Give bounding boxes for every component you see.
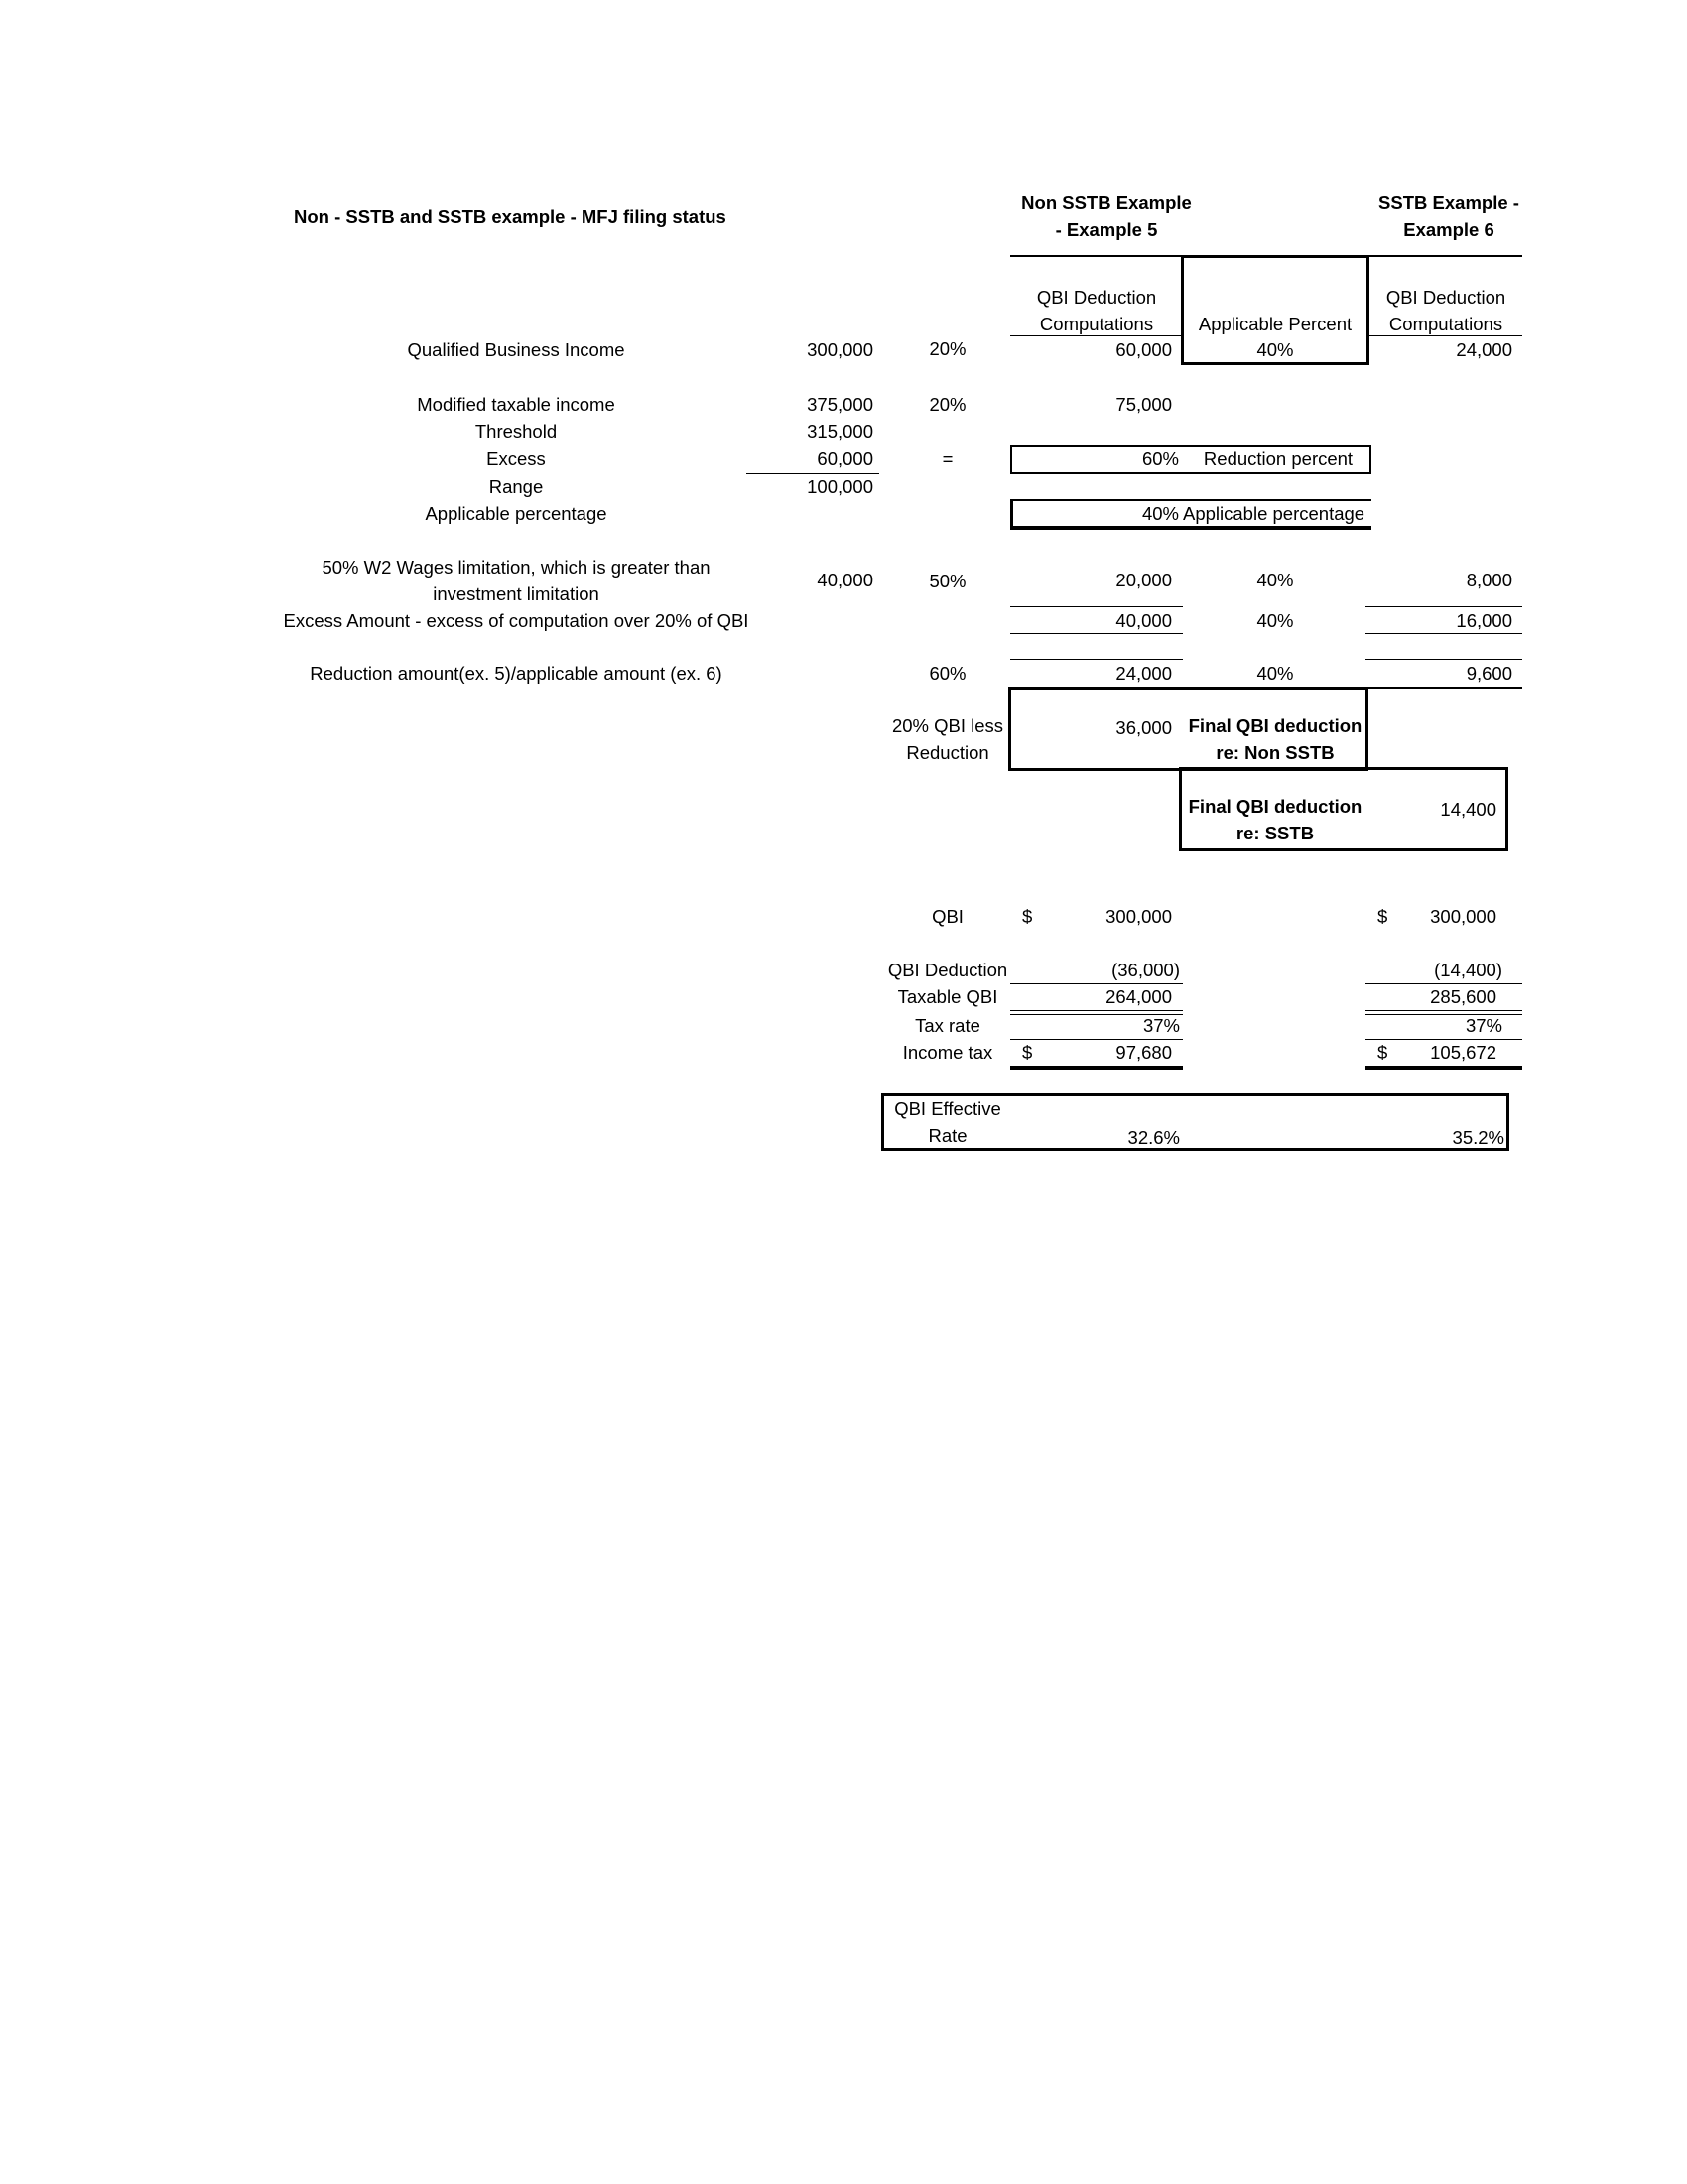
effective-rate-label-line2: Rate	[928, 1125, 968, 1146]
summary-qbi-sstb-currency: $	[1377, 906, 1388, 927]
row-modified-non-sstb: 75,000	[1115, 394, 1172, 415]
row-qbi-non-sstb: 60,000	[1115, 339, 1172, 360]
row-w2-non-sstb: 20,000	[1115, 570, 1172, 590]
final-non-sstb-note-line2: re: Non SSTB	[1216, 742, 1335, 763]
final-sstb-note-line2: re: SSTB	[1235, 823, 1315, 843]
row-excess-note: Reduction percent	[1203, 449, 1354, 469]
row-excess-amount-applicable: 40%	[1256, 610, 1294, 631]
row-w2-pct: 50%	[929, 571, 967, 591]
summary-qbi-deduction-sstb: (14,400)	[1434, 960, 1502, 980]
row-range-label: Range	[488, 476, 544, 497]
header-sstb-line2: Example 6	[1403, 219, 1494, 240]
row-reduction-sstb-underline	[1365, 687, 1522, 689]
row-applicable-pct-note: Applicable percentage	[1183, 503, 1365, 524]
effective-rate-sstb: 35.2%	[1452, 1127, 1504, 1148]
page-title: Non - SSTB and SSTB example - MFJ filing status	[294, 206, 726, 227]
row-reduction-applicable: 40%	[1256, 663, 1294, 684]
final-non-sstb-label-line2: Reduction	[906, 742, 989, 763]
row-w2-sstb: 8,000	[1466, 570, 1512, 590]
row-excess-pct: 60%	[1141, 449, 1179, 469]
summary-qbi-sstb: 300,000	[1430, 906, 1496, 927]
summary-income-tax-non-sstb-underline	[1010, 1066, 1183, 1070]
row-reduction-non-sstb: 24,000	[1115, 663, 1172, 684]
row-reduction-pct: 60%	[929, 663, 967, 684]
summary-income-tax-label: Income tax	[902, 1042, 993, 1063]
row-qbi-pct: 20%	[929, 338, 967, 359]
col-sstb-qbi-deduction-line1: QBI Deduction	[1385, 287, 1506, 308]
row-threshold-label: Threshold	[474, 421, 558, 442]
summary-income-tax-sstb-currency: $	[1377, 1042, 1388, 1063]
summary-taxable-qbi-non-sstb: 264,000	[1105, 986, 1172, 1007]
header-non-sstb-line2: - Example 5	[1055, 219, 1158, 240]
row-excess-amount-sstb: 16,000	[1456, 610, 1512, 631]
summary-qbi-label: QBI	[932, 906, 964, 927]
row-threshold-amount: 315,000	[807, 421, 873, 442]
summary-qbi-currency: $	[1022, 906, 1033, 927]
row-w2-amount: 40,000	[817, 570, 873, 590]
row-reduction-label: Reduction amount(ex. 5)/applicable amount (ex. 6)	[310, 663, 722, 684]
summary-tax-rate-non-sstb: 37%	[1142, 1015, 1180, 1036]
effective-rate-label-line1: QBI Effective	[894, 1098, 1001, 1119]
col-qbi-deduction-line1: QBI Deduction	[1036, 287, 1157, 308]
row-modified-label: Modified taxable income	[417, 394, 615, 415]
row-modified-pct: 20%	[929, 394, 967, 415]
summary-income-tax-currency: $	[1022, 1042, 1033, 1063]
final-non-sstb-value: 36,000	[1115, 717, 1172, 738]
summary-qbi-deduction-label: QBI Deduction	[887, 960, 1008, 980]
summary-income-tax-non-sstb: 97,680	[1115, 1042, 1172, 1063]
summary-tax-rate-label: Tax rate	[915, 1015, 980, 1036]
final-non-sstb-label-line1: 20% QBI less	[891, 715, 1004, 736]
row-excess-label: Excess	[486, 449, 546, 469]
summary-taxable-qbi-label: Taxable QBI	[897, 986, 998, 1007]
summary-taxable-qbi-non-sstb-underline1	[1010, 1010, 1183, 1011]
col-qbi-deduction-line2: Computations	[1039, 314, 1154, 334]
row-qbi-label: Qualified Business Income	[407, 339, 625, 360]
row-w2-label-line1: 50% W2 Wages limitation, which is greater than	[322, 557, 711, 578]
final-non-sstb-note-line1: Final QBI deduction	[1188, 715, 1363, 736]
col-sstb-qbi-deduction-line2: Computations	[1388, 314, 1503, 334]
row-qbi-applicable: 40%	[1256, 339, 1294, 360]
row-excess-amount: 60,000	[817, 449, 873, 469]
col-applicable-percent: Applicable Percent	[1198, 314, 1353, 334]
header-sstb-line1: SSTB Example -	[1378, 193, 1519, 213]
row-excess-amount-non-sstb: 40,000	[1115, 610, 1172, 631]
summary-tax-rate-sstb: 37%	[1465, 1015, 1502, 1036]
row-range-amount: 100,000	[807, 476, 873, 497]
row-w2-applicable: 40%	[1256, 570, 1294, 590]
row-modified-amount: 375,000	[807, 394, 873, 415]
summary-taxable-qbi-sstb: 285,600	[1430, 986, 1496, 1007]
row-excess-equals: =	[942, 449, 954, 469]
row-excess-amount-label: Excess Amount - excess of computation over 20% of QBI	[283, 610, 749, 631]
effective-rate-non-sstb: 32.6%	[1127, 1127, 1180, 1148]
final-sstb-note-line1: Final QBI deduction	[1188, 796, 1363, 817]
row-qbi-sstb: 24,000	[1456, 339, 1512, 360]
summary-income-tax-sstb-underline	[1365, 1066, 1522, 1070]
row-qbi-amount: 300,000	[807, 339, 873, 360]
row-w2-label-line2: investment limitation	[433, 583, 599, 604]
final-sstb-value: 14,400	[1440, 799, 1496, 820]
summary-taxable-qbi-sstb-underline1	[1365, 1010, 1522, 1011]
row-applicable-pct-value: 40%	[1141, 503, 1179, 524]
summary-income-tax-sstb: 105,672	[1430, 1042, 1496, 1063]
header-non-sstb-line1: Non SSTB Example	[1021, 193, 1192, 213]
row-reduction-sstb: 9,600	[1466, 663, 1512, 684]
row-applicable-pct-label: Applicable percentage	[425, 503, 607, 524]
summary-qbi-non-sstb: 300,000	[1105, 906, 1172, 927]
row-excess-amount-sstb-underline	[1365, 633, 1522, 634]
row-excess-amount-non-sstb-underline	[1010, 633, 1183, 634]
summary-qbi-deduction-non-sstb: (36,000)	[1111, 960, 1180, 980]
